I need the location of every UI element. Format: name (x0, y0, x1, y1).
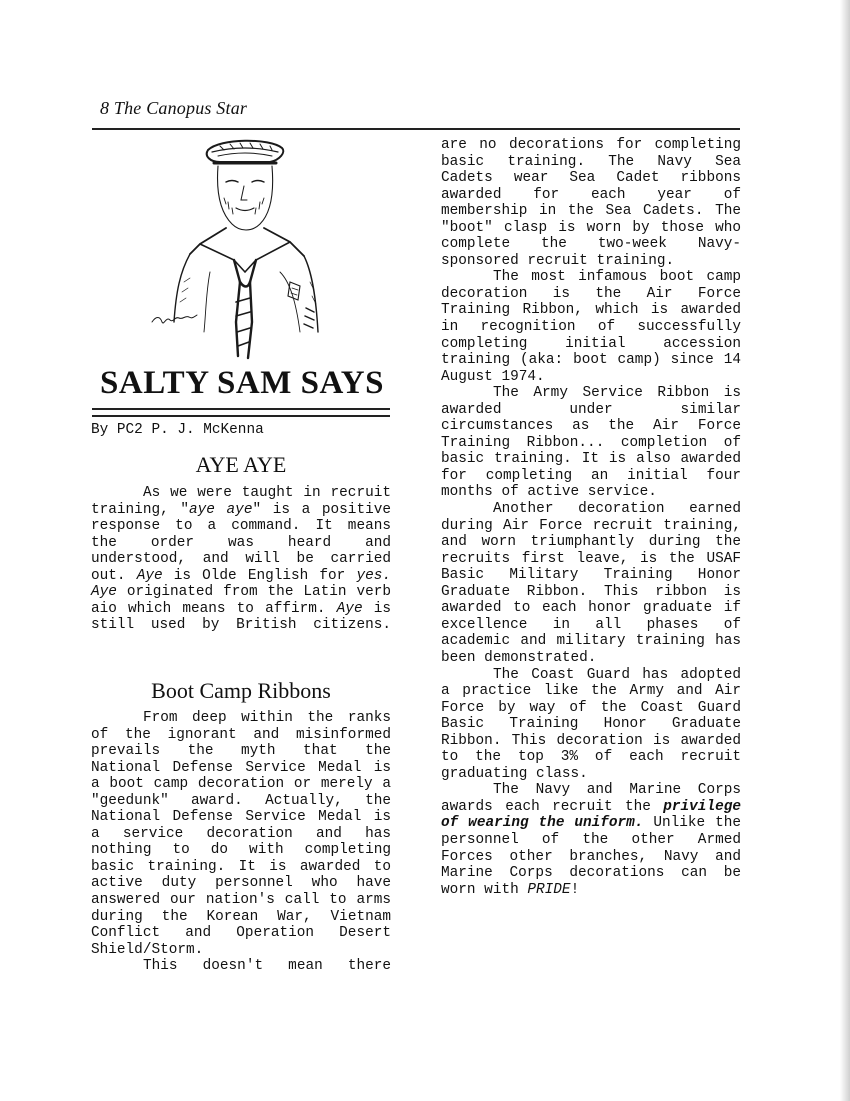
title-double-rule (92, 408, 390, 417)
heading-aye-aye: AYE AYE (195, 452, 287, 477)
byline (91, 422, 391, 439)
paragraph: The most infamous boot camp decoration is the Air Force Training Ribbon, which is awarded in recognition of successfully completing initial accession training (aka: boot camp) since 14 August 1974. (441, 269, 741, 385)
text-run: " is a positive response to a command. It means the order was heard and understood, and will be carried out. (91, 501, 391, 584)
text-run: is Olde English for (162, 567, 346, 584)
boot-camp-left-column (91, 710, 391, 975)
emphasis: PRIDE (527, 881, 571, 898)
emphasis: aye aye (189, 501, 253, 518)
sailor-sketch-icon (140, 132, 340, 367)
text-run: The Navy and Marine Corps awards each recruit the (441, 782, 741, 815)
heading-boot-camp-ribbons: Boot Camp Ribbons (151, 678, 331, 703)
header-rule (92, 128, 740, 130)
text-run: originated from the Latin verb aio which means to affirm. (91, 584, 391, 617)
byline-text: By PC2 P. J. McKenna (91, 422, 264, 438)
column-title: SALTY SAM SAYS (100, 365, 384, 401)
text-run: Unlike the personnel of the other Armed Forces other branches, Navy and Marine Corps decorations can be worn with (441, 815, 741, 898)
paragraph: The Coast Guard has adopted a practice like the Army and Air Force by way of the Coast Guard Basic Training Honor Graduate Ribbon. This decoration is awarded to the top 3% of each recruit graduating class. (441, 666, 741, 782)
paragraph: This doesn't mean there (143, 958, 391, 975)
paragraph: are no decorations for completing basic training. The Navy Sea Cadets wear Sea Cadet ribbons awarded for each year of membership in the Sea Cadets. The "boot" clasp is worn by those who complete the two-week Navy-sponsored recruit training. (441, 137, 741, 269)
emphasis: Aye (136, 567, 163, 584)
text-run: ! (570, 881, 580, 898)
text-run: is still used by British citizens. (91, 600, 391, 634)
running-head: 8 The Canopus Star (100, 98, 248, 118)
aye-aye-section (91, 485, 391, 634)
paragraph (441, 782, 741, 898)
emphasis: Aye (336, 600, 363, 617)
text-run: As we were taught in recruit training, " (91, 485, 391, 518)
emphasis: privilege of wearing the uniform. (441, 798, 741, 832)
page-edge-shadow (840, 0, 850, 1101)
emphasis: yes. (356, 567, 392, 584)
paragraph: From deep within the ranks of the ignorant and misinformed prevails the myth that the National Defense Service Medal is a boot camp decoration or merely a "geedunk" award. Actually, the National Defense Service Medal is a service decoration and has nothing to do with completing basic training. It is awarded to active duty personnel who have answered our nation's call to arms during the Korean War, Vietnam Conflict and Operation Desert Shield/Storm. (91, 710, 391, 958)
paragraph: The Army Service Ribbon is awarded under similar circumstances as the Air Force Training Ribbon... completion of basic training. It is also awarded for completing an initial four months of active service. (441, 385, 741, 501)
emphasis: Aye (91, 584, 117, 601)
aye-aye-paragraph (91, 485, 391, 634)
boot-camp-right-column (441, 137, 741, 898)
paragraph: Another decoration earned during Air Force recruit training, and worn triumphantly during the recruits first leave, is the USAF Basic Military Training Honor Graduate Ribbon. This ribbon is awarded to each honor graduate if excellence in all phases of academic and military training has been demonstrated. (441, 501, 741, 666)
